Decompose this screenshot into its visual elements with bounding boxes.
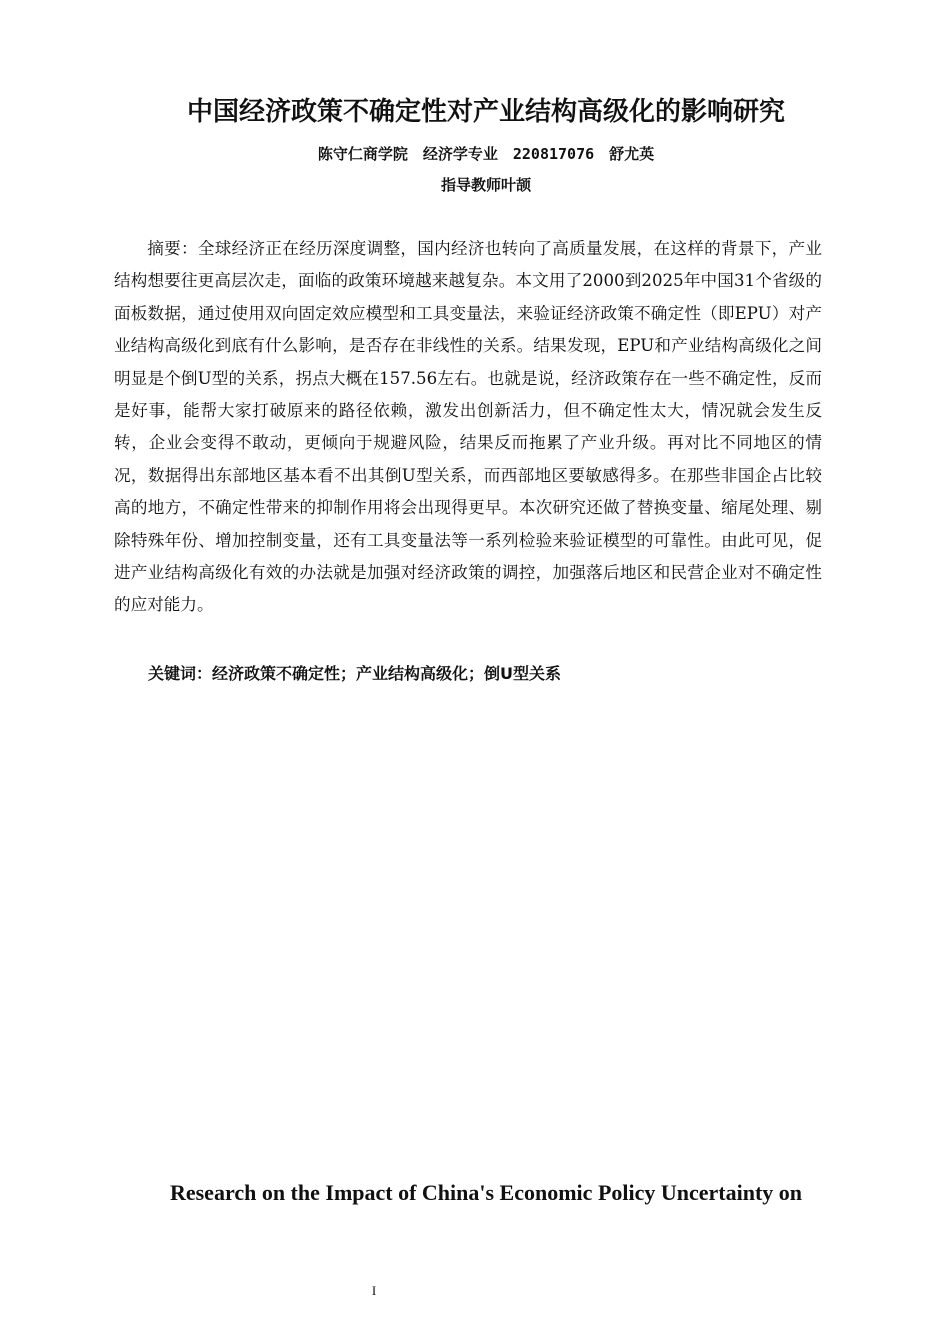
keywords-line: 关键词：经济政策不确定性；产业结构高级化；倒U型关系 bbox=[148, 664, 561, 683]
author-line: 陈守仁商学院 经济学专业 220817076 舒尤英 bbox=[317, 145, 655, 163]
page-number: I bbox=[371, 1283, 377, 1298]
advisor-line: 指导教师叶颉 bbox=[440, 176, 531, 194]
abstract-paragraph: 摘要：全球经济正在经历深度调整，国内经济也转向了高质量发展，在这样的背景下，产业结构想要往更高层次走，面临的政策环境越来越复杂。本文用了2000到2025年中国31个省级的面板数据，通过使用双向固定效应模型和工具变量法，来验证经济政策不确定性（即EPU）对产业结构高级化到底有什么影响，是否存在非线性的关系。结果发现，EPU和产业结构高级化之间明显是个倒U型的关系，拐点大概在157.56左右。也就是说，经济政策存在一些不确定性，反而是好事，能帮大家打破原来的路径依赖，激发出创新活力，但不确定性太大，情况就会发生反转，企业会变得不敢动，更倾向于规避风险，结果反而拖累了产业升级。再对比不同地区的情况，数据得出东部地区基本看不出其倒U型关系，而西部地区要敏感得多。在那些非国企占比较高的地方，不确定性带来的抑制作用将会出现得更早。本次研究还做了替换变量、缩尾处理、剔除特殊年份、增加控制变量，还有工具变量法等一系列检验来验证模型的可靠性。由此可见，促进产业结构高级化有效的办法就是加强对经济政策的调控，加强落后地区和民营企业对不确定性的应对能力。 bbox=[114, 239, 822, 615]
chinese-title: 中国经济政策不确定性对产业结构高级化的影响研究 bbox=[186, 97, 785, 127]
english-title: Research on the Impact of China's Economic Policy Uncertainty on bbox=[169, 1180, 803, 1205]
